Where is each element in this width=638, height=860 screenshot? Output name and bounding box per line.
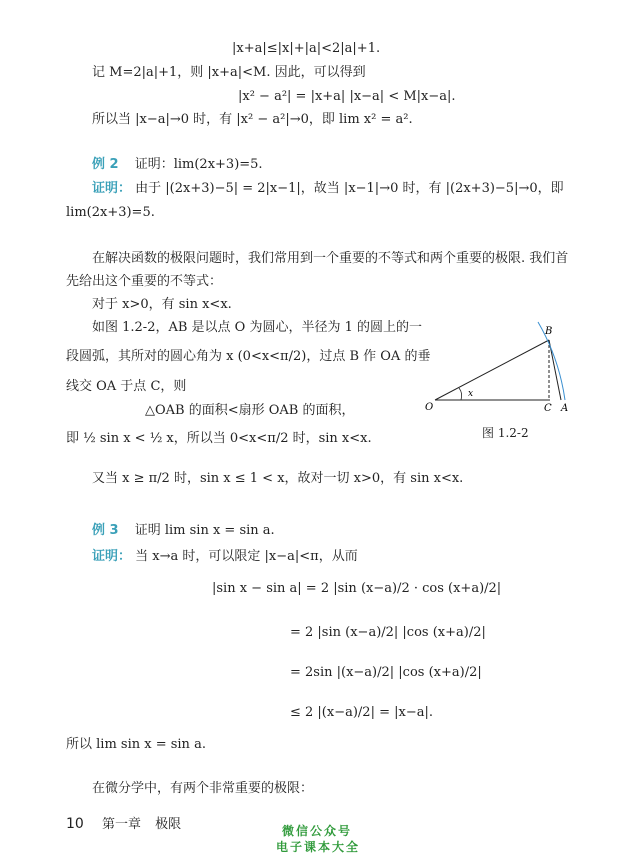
segment-OB — [435, 340, 549, 400]
equation-line: ≤ 2 |(x−a)/2| = |x−a|. — [290, 705, 433, 720]
label-C: C — [544, 403, 552, 414]
label-x: x — [468, 389, 474, 399]
page-number: 10 — [66, 816, 84, 832]
equation-line: |sin x − sin a| = 2 |sin (x−a)/2 · cos (x+a)/2| — [212, 581, 502, 596]
example-2-label: 例 2 — [92, 157, 119, 172]
paragraph-line: 段圆弧，其所对的圆心角为 x (0<x<π/2)，过点 B 作 OA 的垂 — [66, 349, 431, 364]
equation-line: |x² − a²| = |x+a| |x−a| < M|x−a|. — [238, 89, 456, 104]
equation-line: = 2sin |(x−a)/2| |cos (x+a)/2| — [290, 665, 482, 680]
paragraph-line: 又当 x ≥ π/2 时，sin x ≤ 1 < x，故对一切 x>0，有 sin x<x. — [92, 471, 464, 486]
text-line: 所以当 |x−a|→0 时，有 |x² − a²|→0，即 lim x² = a². — [92, 112, 413, 127]
paragraph-line: 对于 x>0，有 sin x<x. — [92, 297, 232, 312]
paragraph-line: 线交 OA 于点 C，则 — [66, 379, 187, 394]
chapter-label: 第一章 — [101, 817, 141, 832]
text-line: 记 M=2|a|+1，则 |x+a|<M. 因此，可以得到 — [92, 65, 366, 80]
paragraph-line: 在解决函数的极限问题时，我们常用到一个重要的不等式和两个重要的极限. 我们首 — [92, 251, 569, 266]
paragraph-line: △OAB 的面积<扇形 OAB 的面积， — [145, 403, 355, 418]
chapter-title: 极限 — [155, 817, 182, 832]
inequality-line: |x+a|≤|x|+|a|<2|a|+1. — [232, 41, 381, 56]
proof-3-text: 当 x→a 时，可以限定 |x−a|<π，从而 — [135, 549, 358, 564]
example-3-label: 例 3 — [92, 523, 119, 538]
proof-3-label: 证明： — [92, 549, 132, 564]
figure-1-2-2 — [425, 318, 585, 418]
paragraph-line: 先给出这个重要的不等式： — [66, 274, 223, 289]
paragraph-line: 即 ½ sin x < ½ x，所以当 0<x<π/2 时，sin x<x. — [66, 431, 372, 446]
paragraph-line: 如图 1.2-2，AB 是以点 O 为圆心，半径为 1 的圆上的一 — [92, 320, 423, 335]
example-2-statement: 证明：lim(2x+3)=5. — [134, 157, 263, 172]
equation-line: = 2 |sin (x−a)/2| |cos (x+a)/2| — [290, 625, 486, 640]
label-O: O — [425, 402, 434, 413]
watermark-line-2: 电子课本大全 — [276, 840, 361, 854]
label-A: A — [561, 403, 569, 414]
paragraph-line: 所以 lim sin x = sin a. — [66, 737, 206, 752]
label-B: B — [545, 326, 553, 337]
watermark-line-1: 微信公众号 — [282, 824, 353, 838]
figure-caption: 图 1.2-2 — [482, 426, 529, 440]
paragraph-line: 在微分学中，有两个非常重要的极限： — [92, 781, 314, 796]
example-3-statement: 证明 lim sin x = sin a. — [134, 523, 275, 538]
proof-2-label: 证明： — [92, 181, 132, 196]
proof-2-text: 由于 |(2x+3)−5| = 2|x−1|，故当 |x−1|→0 时，有 |(2x+3)−5|→0，即 — [135, 181, 564, 196]
proof-2-end: lim(2x+3)=5. — [66, 205, 155, 220]
angle-x-arc — [459, 388, 462, 400]
